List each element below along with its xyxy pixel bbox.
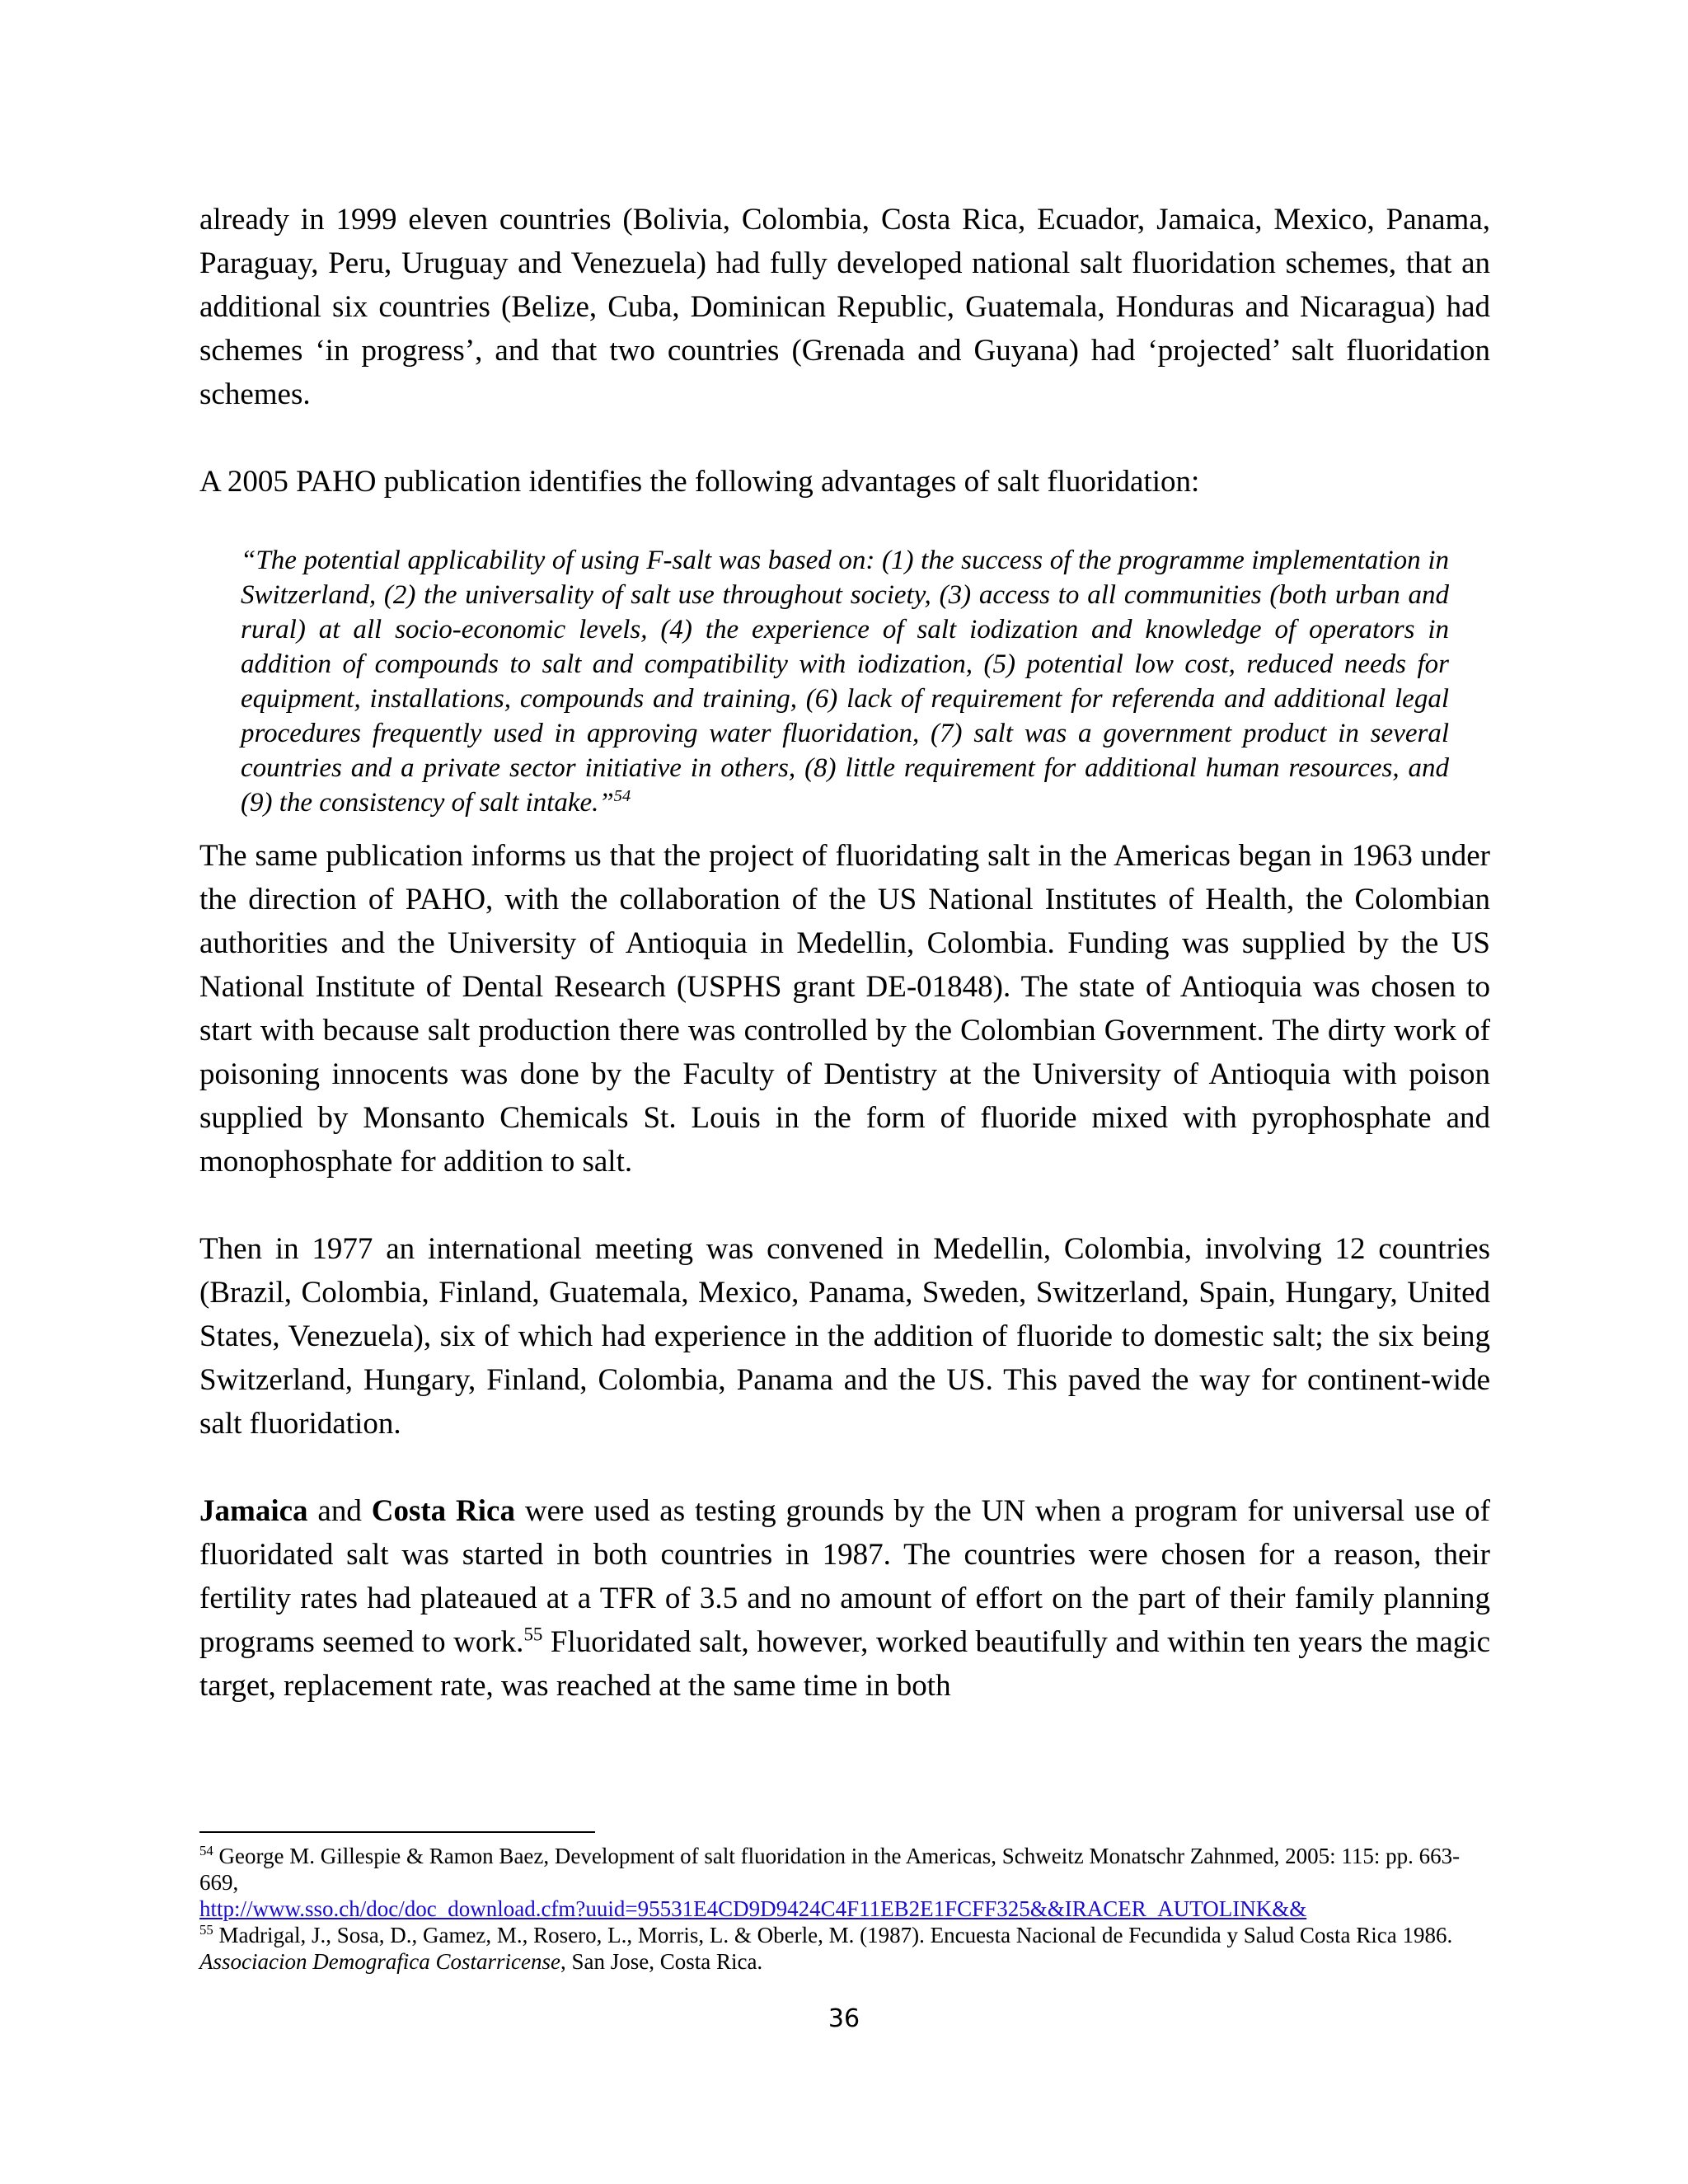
footnote-ref-55[interactable]: 55	[523, 1624, 543, 1645]
bold-costa-rica: Costa Rica	[371, 1494, 515, 1528]
footnote-54-link[interactable]: http://www.sso.ch/doc/doc_download.cfm?uuid=95531E4CD9D9424C4F11EB2E1FCFF325&&IRACER_AUTOLINK&&	[199, 1896, 1307, 1921]
text-testing-grounds: were used as testing grounds by the UN when a program for universal use of fluoridated salt was started in both countries in 1987. The countries were chosen for a reason, their fertility rates had plateaued at a TFR of 3.5 and no amount of effort on the part of their family planning programs seemed to work.	[199, 1494, 1490, 1659]
paragraph-1977-meeting: Then in 1977 an international meeting was convened in Medellin, Colombia, involving 12 countries (Brazil, Colombia, Finland, Guatemala, Mexico, Panama, Sweden, Switzerland, Spain, Hungary, United States, Venezuela), six of which had experience in the addition of fluoride to domestic salt; the six being Switzerland, Hungary, Finland, Colombia, Panama and the US. This paved the way for continent-wide salt fluoridation.	[199, 1232, 1490, 1441]
footnote-54	[199, 1843, 1490, 1922]
paragraph-project-history: The same publication informs us that the project of fluoridating salt in the Americas began in 1963 under the direction of PAHO, with the collaboration of the US National Institutes of Health, the Colombian authorities and the University of Antioquia in Medellin, Colombia. Funding was supplied by the US National Institute of Dental Research (USPHS grant DE-01848). The state of Antioquia was chosen to start with because salt production there was controlled by the Colombian Government. The dirty work of poisoning innocents was done by the Faculty of Dentistry at the University of Antioquia with poison supplied by Monsanto Chemicals St. Louis in the form of fluoride mixed with pyrophosphate and monophosphate for addition to salt.	[199, 839, 1490, 1179]
footnote-55-number: 55	[199, 1922, 213, 1938]
text-and: and	[307, 1494, 372, 1528]
footnotes	[199, 1843, 1490, 1975]
blockquote-advantages	[241, 543, 1449, 820]
footnote-55-italic: Associacion Demografica Costarricense	[199, 1949, 560, 1974]
footnote-55-text: Madrigal, J., Sosa, D., Gamez, M., Rosero, L., Morris, L. & Oberle, M. (1987). Encuesta Nacional de Fecundida y Salud Costa Rica 1986.	[213, 1923, 1453, 1947]
footnote-55	[199, 1922, 1490, 1975]
paragraph-jamaica-costa-rica	[199, 1489, 1490, 1708]
footnote-separator	[199, 1831, 595, 1833]
footnote-ref-54[interactable]: 54	[613, 787, 631, 805]
footnote-54-number: 54	[199, 1843, 213, 1858]
page-body	[199, 198, 1490, 1708]
paragraph-paho-intro: A 2005 PAHO publication identifies the following advantages of salt fluoridation:	[199, 465, 1200, 499]
bold-jamaica: Jamaica	[199, 1494, 308, 1528]
quote-text: “The potential applicability of using F-salt was based on: (1) the success of the programme implementation in Switzerland, (2) the universality of salt use throughout society, (3) access to all communities (both urban and rural) at all socio-economic levels, (4) the experience of salt iodization and knowledge of operators in addition of compounds to salt and compatibility with iodization, (5) potential low cost, reduced needs for equipment, installations, compounds and training, (6) lack of requirement for referenda and additional legal procedures frequently used in approving water fluoridation, (7) salt was a government product in several countries and a private sector initiative in others, (8) little requirement for additional human resources, and (9) the consistency of salt intake.”	[241, 546, 1449, 818]
paragraph-countries: already in 1999 eleven countries (Bolivia, Colombia, Costa Rica, Ecuador, Jamaica, Mexico, Panama, Paraguay, Peru, Uruguay and Venezuela) had fully developed national salt fluoridation schemes, that an additional six countries (Belize, Cuba, Dominican Republic, Guatemala, Honduras and Nicaragua) had schemes ‘in progress’, and that two countries (Grenada and Guyana) had ‘projected’ salt fluoridation schemes.	[199, 203, 1490, 411]
footnote-54-text: George M. Gillespie & Ramon Baez, Development of salt fluoridation in the Americas, Schweitz Monatschr Zahnmed, 2005: 115: pp. 663-669,	[199, 1844, 1461, 1895]
page-number: 36	[828, 2004, 860, 2033]
footnote-55-tail: , San Jose, Costa Rica.	[560, 1949, 763, 1974]
text-fluoridated-salt: Fluoridated salt, however, worked beautifully and within ten years the magic target, replacement rate, was reached at the same time in both	[199, 1625, 1490, 1703]
